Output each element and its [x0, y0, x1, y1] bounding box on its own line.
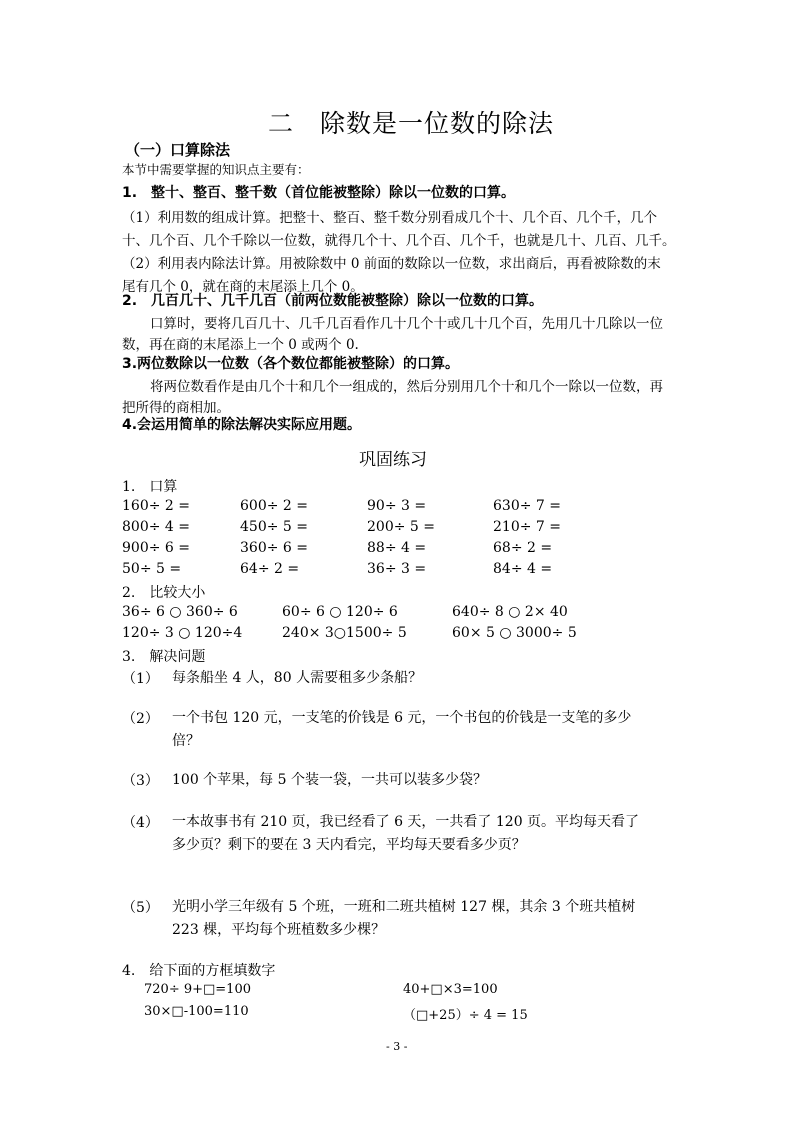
q4-item: （□+25）÷ 4 = 15 — [403, 1008, 528, 1023]
q3-item-number: （1） — [122, 671, 159, 687]
q2-item: 640÷ 8 ○ 2× 40 — [452, 604, 568, 620]
q3-item-text: 倍？ — [172, 733, 200, 749]
q1-item: 36÷ 3 = — [367, 561, 427, 577]
point-1-line: （2）利用表内除法计算。用被除数中 0 前面的数除以一位数，求出商后，再看被除数的末 — [122, 256, 661, 272]
q4-item: 720÷ 9+□=100 — [144, 982, 251, 997]
q3-item-text: 多少页？剩下的要在 3 天内看完，平均每天要看多少页？ — [172, 837, 526, 853]
q1-item: 630÷ 7 = — [493, 498, 561, 514]
q2-item: 36÷ 6 ○ 360÷ 6 — [122, 604, 238, 620]
q3-item-number: （5） — [122, 900, 159, 916]
q1-item: 360÷ 6 = — [240, 540, 308, 556]
q2-item: 240× 3○1500÷ 5 — [282, 625, 407, 641]
q1-item: 600÷ 2 = — [240, 498, 308, 514]
practice-heading: 巩固练习 — [359, 450, 427, 470]
q1-item: 210÷ 7 = — [493, 519, 561, 535]
q1-item: 84÷ 4 = — [493, 561, 553, 577]
q1-item: 160÷ 2 = — [122, 498, 190, 514]
point-3-title: 3.两位数除以一位数（各个数位都能被整除）的口算。 — [122, 356, 460, 372]
point-2-title: 2. 几百几十、几千几百（前两位数能被整除）除以一位数的口算。 — [122, 293, 544, 309]
q3-item-text: 光明小学三年级有 5 个班，一班和二班共植树 127 棵，其余 3 个班共植树 — [172, 899, 636, 915]
q3-item-number: （2） — [122, 711, 159, 727]
q4-label: 4. 给下面的方框填数字 — [122, 963, 276, 979]
q4-item: 40+□×3=100 — [403, 982, 498, 997]
page-number: - 3 - — [386, 1040, 408, 1053]
q3-item-text: 223 棵，平均每个班植数多少棵？ — [172, 922, 386, 938]
section-heading: （一）口算除法 — [125, 141, 231, 159]
q1-item: 64÷ 2 = — [240, 561, 300, 577]
q1-item: 88÷ 4 = — [367, 540, 427, 556]
point-1-title: 1. 整十、整百、整千数（首位能被整除）除以一位数的口算。 — [122, 185, 516, 201]
q1-item: 200÷ 5 = — [367, 519, 435, 535]
q3-item-text: 一本故事书有 210 页，我已经看了 6 天，一共看了 120 页。平均每天看了 — [172, 814, 640, 830]
q1-item: 900÷ 6 = — [122, 540, 190, 556]
page-title: 二 除数是一位数的除法 — [268, 109, 555, 138]
q3-item-text: 一个书包 120 元，一支笔的价钱是 6 元，一个书包的价钱是一支笔的多少 — [172, 710, 632, 726]
q1-item: 90÷ 3 = — [367, 498, 427, 514]
q3-label: 3. 解决问题 — [122, 649, 206, 665]
q4-item: 30×□-100=110 — [144, 1004, 249, 1019]
point-4-title: 4.会运用简单的除法解决实际应用题。 — [122, 417, 362, 433]
q1-item: 800÷ 4 = — [122, 519, 190, 535]
q3-item-text: 每条船坐 4 人，80 人需要租多少条船？ — [172, 670, 423, 686]
q3-item-number: （3） — [122, 773, 159, 789]
point-1-line: 尾有几个 0，就在商的末尾添上几个 0。 — [122, 279, 364, 295]
point-3-line: 将两位数看作是由几个十和几个一组成的，然后分别用几个十和几个一除以一位数，再 — [150, 379, 663, 395]
point-1-line: 十、几个百、几个千除以一位数，就得几个十、几个百、几个千，也就是几十、几百、几千。 — [122, 233, 676, 249]
point-3-line: 把所得的商相加。 — [122, 400, 230, 416]
q2-label: 2. 比较大小 — [122, 585, 206, 601]
q1-item: 68÷ 2 = — [493, 540, 553, 556]
q1-label: 1. 口算 — [122, 479, 178, 495]
q2-item: 60÷ 6 ○ 120÷ 6 — [282, 604, 398, 620]
q3-item-text: 100 个苹果，每 5 个装一袋，一共可以装多少袋？ — [172, 772, 487, 788]
point-2-line: 数，再在商的末尾添上一个 0 或两个 0. — [122, 337, 359, 353]
q2-item: 120÷ 3 ○ 120÷4 — [122, 625, 243, 641]
q3-item-number: （4） — [122, 815, 159, 831]
intro-text: 本节中需要掌握的知识点主要有： — [122, 162, 310, 177]
q1-item: 50÷ 5 = — [122, 561, 182, 577]
point-1-line: （1）利用数的组成计算。把整十、整百、整千数分别看成几个十、几个百、几个千，几个 — [122, 210, 658, 226]
point-2-line: 口算时，要将几百几十、几千几百看作几十几个十或几十几个百，先用几十几除以一位 — [150, 316, 663, 332]
q2-item: 60× 5 ○ 3000÷ 5 — [452, 625, 577, 641]
q1-item: 450÷ 5 = — [240, 519, 308, 535]
